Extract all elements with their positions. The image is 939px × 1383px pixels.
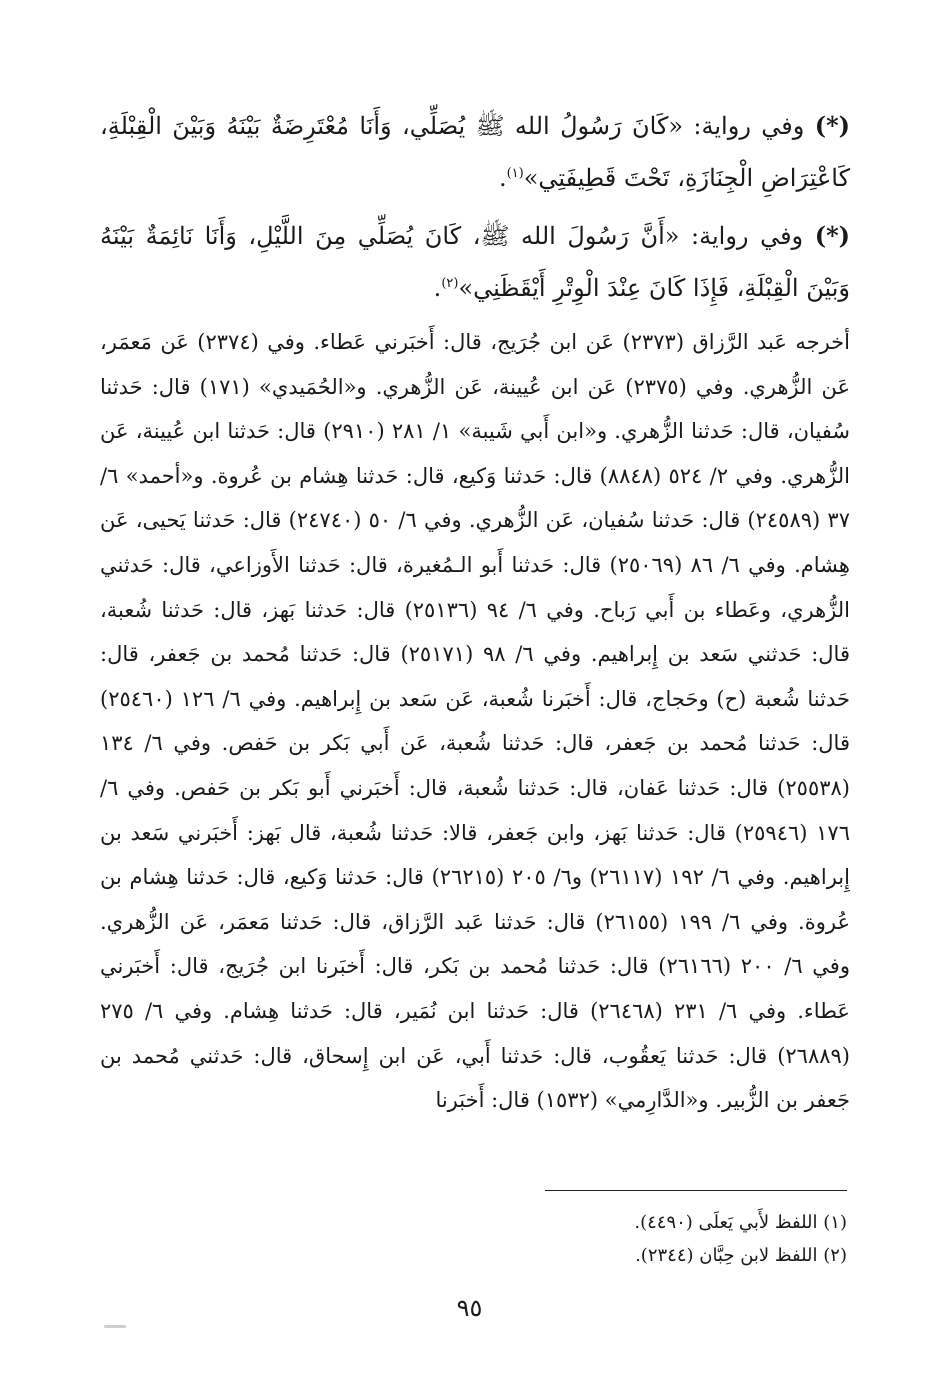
footnote-item: (١) اللفظ لأَبي يَعلَى (٤٤٩٠).	[634, 1212, 847, 1233]
hadith-end: .	[498, 164, 507, 192]
hadith-text: وفي رواية: «كَانَ رَسُولُ الله ﷺ يُصَلِّي، وَأَنَا مُعْتَرِضَةٌ بَيْنَهُ وَبَيْنَ الْقِبْلَةِ، كَاعْتِرَاضِ الْجِنَازَةِ، تَحْتَ قَطِيفَتِي»	[100, 112, 850, 192]
takhrij-paragraph: أخرجه عَبد الرَّزاق (٢٣٧٣) عَن ابن جُرَيج، قال: أَخبَرني عَطاء. وفي (٢٣٧٤) عَن مَعمَر، عَن الزُّهري. وفي (٢٣٧٥) عَن ابن عُيينة، عَن الزُّهري. و«الحُمَيدي» (١٧١) قال: حَدثنا سُفيان، قال: حَدثنا الزُّهري. و«ابن أَبي شَيبة» ١/ ٢٨١ (٢٩١٠) قال: حَدثنا ابن عُيينة، عَن الزُّهري. وفي ٢/ ٥٢٤ (٨٨٤٨) قال: حَدثنا وَكيع، قال: حَدثنا هِشام بن عُروة. و«أحمد» ٦/ ٣٧ (٢٤٥٨٩) قال: حَدثنا سُفيان، عَن الزُّهري. وفي ٦/ ٥٠ (٢٤٧٤٠) قال: حَدثنا يَحيى، عَن هِشام. وفي ٦/ ٨٦ (٢٥٠٦٩) قال: حَدثنا أَبو الـمُغيرة، قال: حَدثنا الأَوزاعي، قال: حَدثني الزُّهري، وعَطاء بن أَبي رَباح. وفي ٦/ ٩٤ (٢٥١٣٦) قال: حَدثنا بَهز، قال: حَدثنا شُعبة، قال: حَدثني سَعد بن إِبراهيم. وفي ٦/ ٩٨ (٢٥١٧١) قال: حَدثنا مُحمد بن جَعفر، قال: حَدثنا شُعبة (ح) وحَجاج، قال: أَخبَرنا شُعبة، عَن سَعد بن إِبراهيم. وفي ٦/ ١٢٦ (٢٥٤٦٠) قال: حَدثنا مُحمد بن جَعفر، قال: حَدثنا شُعبة، عَن أَبي بَكر بن حَفص. وفي ٦/ ١٣٤ (٢٥٥٣٨) قال: حَدثنا عَفان، قال: حَدثنا شُعبة، قال: أَخبَرني أَبو بَكر بن حَفص. وفي ٦/ ١٧٦ (٢٥٩٤٦) قال: حَدثنا بَهز، وابن جَعفر، قالا: حَدثنا شُعبة، قال بَهز: أَخبَرني سَعد بن إِبراهيم. وفي ٦/ ١٩٢ (٢٦١١٧) و٦/ ٢٠٥ (٢٦٢١٥) قال: حَدثنا وَكيع، قال: حَدثنا هِشام بن عُروة. وفي ٦/ ١٩٩ (٢٦١٥٥) قال: حَدثنا عَبد الرَّزاق، قال: حَدثنا مَعمَر، عَن الزُّهري. وفي ٦/ ٢٠٠ (٢٦١٦٦) قال: حَدثنا مُحمد بن بَكر، قال: أَخبَرنا ابن جُرَيج، قال: أَخبَرني عَطاء. وفي ٦/ ٢٣١ (٢٦٤٦٨) قال: حَدثنا ابن نُمَير، قال: حَدثنا هِشام. وفي ٦/ ٢٧٥ (٢٦٨٨٩) قال: حَدثنا يَعقُوب، قال: حَدثنا أَبي، عَن ابن إِسحاق، قال: حَدثني مُحمد بن جَعفر بن الزُّبير. و«الدَّارِمي» (١٥٣٢) قال: أَخبَرنا	[100, 330, 850, 1113]
page-body	[100, 100, 850, 1123]
asterisk-marker: (*)	[814, 221, 850, 250]
hadith-end: .	[433, 274, 442, 302]
scan-speck	[104, 1325, 126, 1328]
footnote-ref: (٢)	[441, 276, 459, 291]
hadith-text: وفي رواية: «أَنَّ رَسُولَ الله ﷺ، كَانَ يُصَلِّي مِنَ اللَّيْلِ، وَأَنَا نَائِمَةٌ بَيْنَهُ وَبَيْنَ الْقِبْلَةِ، فَإِذَا كَانَ عِنْدَ الْوِتْرِ أَيْقَظَنِي»	[100, 222, 850, 302]
footnote-item: (٢) اللفظ لابن حِبَّان (٢٣٤٤).	[635, 1245, 847, 1266]
hadith-narration-1	[100, 100, 850, 204]
footnote-separator	[545, 1190, 847, 1191]
page-number: ٩٥	[456, 1294, 483, 1322]
footnote-ref: (١)	[506, 166, 524, 181]
footnotes	[97, 1206, 847, 1272]
hadith-narration-2	[100, 210, 850, 314]
asterisk-marker: (*)	[814, 111, 850, 140]
